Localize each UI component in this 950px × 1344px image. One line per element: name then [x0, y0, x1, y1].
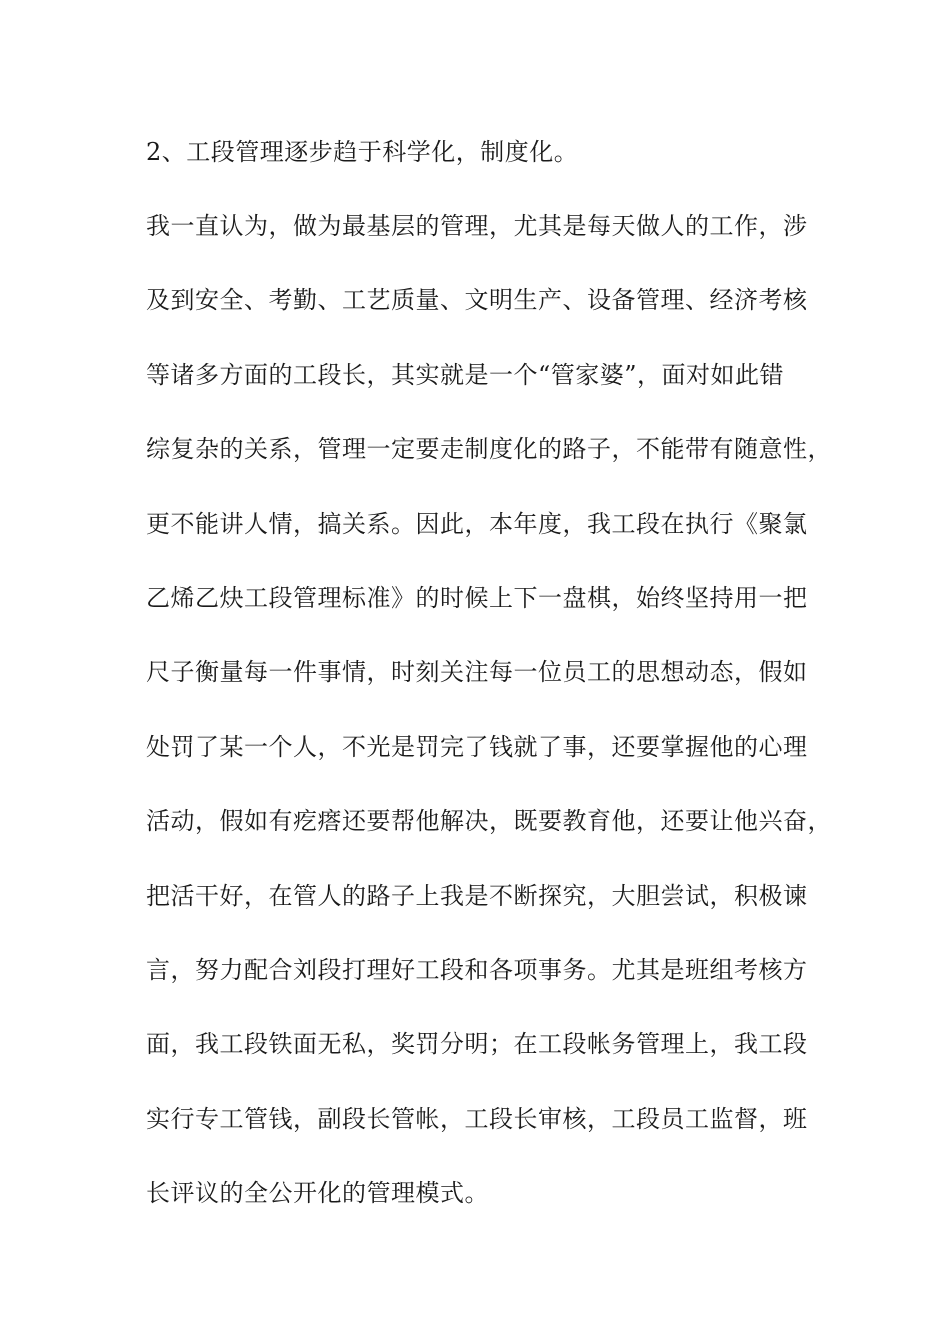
paragraph-line-11: 言，努力配合刘段打理好工段和各项事务。尤其是班组考核方 [146, 956, 808, 984]
paragraph-line-7: 尺子衡量每一件事情，时刻关注每一位员工的思想动态，假如 [146, 658, 808, 686]
paragraph-line-4: 综复杂的关系，管理一定要走制度化的路子，不能带有随意性， [146, 435, 832, 463]
paragraph-line-2: 及到安全、考勤、工艺质量、文明生产、设备管理、经济考核 [146, 286, 808, 314]
paragraph-line-6: 乙烯乙炔工段管理标准》的时候上下一盘棋，始终坚持用一把 [146, 584, 808, 612]
paragraph-line-9: 活动，假如有疙瘩还要帮他解决，既要教育他，还要让他兴奋， [146, 807, 832, 835]
section-heading: 2、工段管理逐步趋于科学化，制度化。 [146, 138, 579, 166]
paragraph-line-12: 面，我工段铁面无私，奖罚分明；在工段帐务管理上，我工段 [146, 1030, 808, 1058]
paragraph-line-5: 更不能讲人情，搞关系。因此，本年度，我工段在执行《聚氯 [146, 510, 808, 538]
paragraph-line-1: 我一直认为，做为最基层的管理，尤其是每天做人的工作，涉 [146, 212, 808, 240]
paragraph-line-8: 处罚了某一个人，不光是罚完了钱就了事，还要掌握他的心理 [146, 733, 808, 761]
paragraph-line-3: 等诸多方面的工段长，其实就是一个“管家婆”，面对如此错 [146, 361, 785, 389]
paragraph-line-13: 实行专工管钱，副段长管帐，工段长审核，工段员工监督，班 [146, 1105, 808, 1133]
paragraph-line-14: 长评议的全公开化的管理模式。 [146, 1179, 489, 1207]
paragraph-line-10: 把活干好，在管人的路子上我是不断探究，大胆尝试，积极谏 [146, 882, 808, 910]
